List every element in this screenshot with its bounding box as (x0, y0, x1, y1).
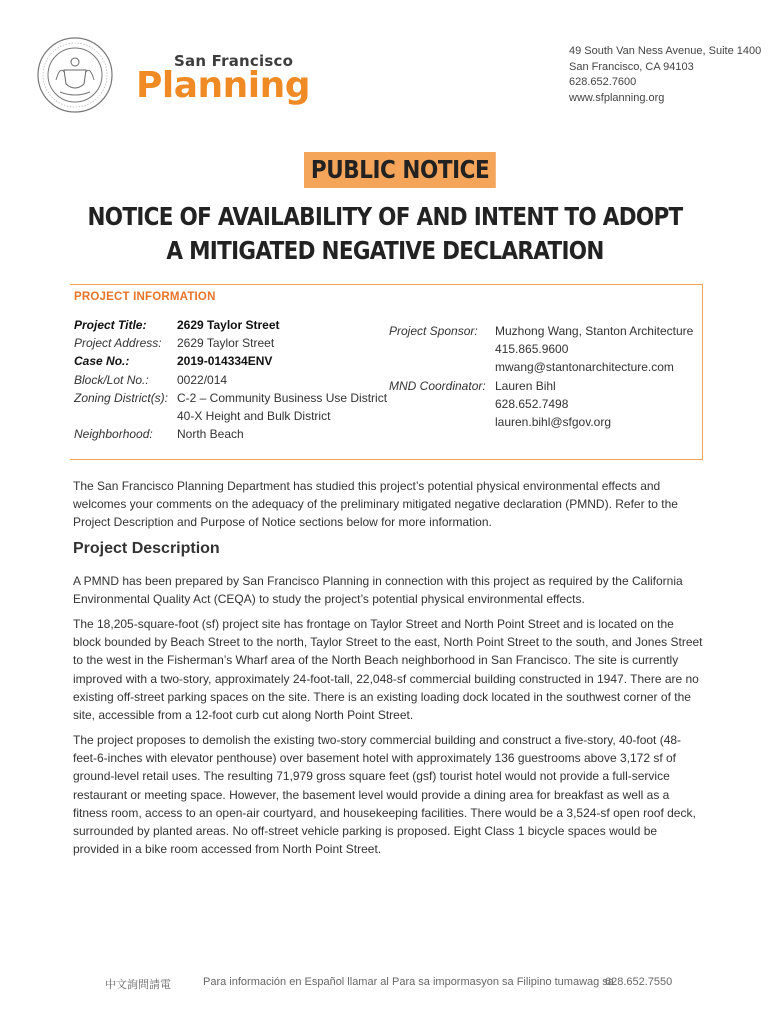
coordinator-email[interactable]: lauren.bihl@sfgov.org (495, 415, 612, 430)
detail-row (74, 389, 387, 407)
project-description-heading: Project Description (73, 540, 220, 557)
address-line: www.sfplanning.org (569, 91, 665, 104)
project-info-heading: PROJECT INFORMATION (74, 291, 216, 303)
project-title-value: 2629 Taylor Street (177, 318, 280, 332)
intro-paragraph: The San Francisco Planning Department has studied this project’s potential physical environmental effects and welcomes your comments on the adequacy of the preliminary mitigated negative declaration (PMND). Refer to the Project Description and Purpose of Notice sections below for more information. (73, 479, 678, 530)
footer-phone: 628.652.7550 (605, 976, 673, 988)
body-paragraph: A PMND has been prepared by San Francisco Planning in connection with this project as required by the California Environmental Quality Act (CEQA) to study the project’s potential physical environmental effects. (73, 574, 683, 607)
detail-row (74, 425, 387, 443)
address-line: 628.652.7600 (569, 76, 637, 89)
sponsor-name: Muzhong Wang, Stanton Architecture (495, 324, 694, 338)
footer-spanish: Para información en Español llamar al (203, 976, 389, 988)
block-lot-value: 0022/014 (177, 372, 228, 387)
detail-row (389, 322, 693, 340)
coordinator-label: MND Coordinator: (389, 378, 486, 393)
neighborhood-label: Neighborhood: (74, 427, 153, 442)
detail-row (74, 352, 387, 370)
logo-line2: Planning (136, 65, 311, 106)
project-address-value: 2629 Taylor Street (177, 336, 275, 351)
sponsor-phone: 415.865.9600 (495, 342, 569, 357)
sponsor-label: Project Sponsor: (389, 324, 478, 338)
neighborhood-value: North Beach (177, 427, 244, 442)
zoning-value: C-2 – Community Business Use District (177, 390, 388, 405)
sponsor-email[interactable]: mwang@stantonarchitecture.com (495, 360, 674, 375)
footer-chinese: 中文詢問請電 (105, 979, 171, 991)
title-line: NOTICE OF AVAILABILITY OF AND INTENT TO ADOPT (87, 202, 683, 231)
address-line: 49 South Van Ness Avenue, Suite 1400 (569, 45, 762, 57)
detail-row (74, 316, 387, 334)
contact-details (389, 322, 693, 431)
address-line: San Francisco, CA 94103 (569, 60, 694, 73)
height-bulk-value: 40-X Height and Bulk District (177, 409, 331, 424)
department-address (569, 44, 761, 106)
zoning-label: Zoning District(s): (74, 390, 169, 405)
detail-row (389, 358, 693, 376)
project-details (74, 316, 387, 443)
detail-row (74, 407, 387, 425)
detail-row (74, 334, 387, 352)
case-number-label: Case No.: (74, 354, 130, 369)
public-notice-banner: PUBLIC NOTICE (304, 152, 496, 188)
detail-row (389, 395, 693, 413)
detail-row (389, 413, 693, 431)
project-title-label: Project Title: (74, 318, 147, 332)
detail-row (389, 377, 693, 395)
detail-row (389, 340, 693, 358)
case-number-value: 2019-014334ENV (177, 354, 273, 369)
footer-filipino: Para sa impormasyon sa Filipino tumawag sa (392, 976, 614, 988)
logo-line1: San Francisco (174, 52, 294, 70)
title-line: A MITIGATED NEGATIVE DECLARATION (166, 236, 604, 265)
city-seal-logo (36, 36, 114, 114)
block-lot-label: Block/Lot No.: (74, 372, 149, 387)
sf-planning-logo (136, 52, 310, 104)
body-paragraph: The 18,205-square-foot (sf) project site has frontage on Taylor Street and North Point Street and is located on the block bounded by Beach Street to the north, Taylor Street to the east, North Point Street to the south, and Jones Street to the west in the Fisherman’s Wharf area of the North Beach neighborhood in San Francisco. The site is currently improved with a two-story, approximately 24-foot-tall, 22,048-sf commercial building constructed in 1947. There are no existing off-street parking spaces on the site. There is an existing loading dock located in the southwest corner of the site, accessible from a 12-foot curb cut along North Point Street. (73, 617, 703, 723)
project-address-label: Project Address: (74, 336, 162, 351)
detail-row (74, 371, 387, 389)
coordinator-name: Lauren Bihl (495, 378, 556, 393)
notice-title (0, 200, 770, 268)
body-paragraph: The project proposes to demolish the existing two-story commercial building and construct a five-story, 40-foot (48-feet-6-inches with elevator penthouse) over basement hotel with approximately 136 guestrooms above 3,172 sf of ground-level retail uses. The resulting 71,979 gross square feet (gsf) tourist hotel would not provide a full-service restaurant or meeting space. However, the basement level would provide a dining area for breakfast as well as a fitness room, access to an open-air courtyard, and housekeeping facilities. There would be a 3,524-sf open roof deck, surrounded by planted areas. No off-street vehicle parking is proposed. Eight Class 1 bicycle spaces would be provided in a bike room accessed from North Point Street. (73, 733, 696, 857)
coordinator-phone: 628.652.7498 (495, 396, 569, 411)
